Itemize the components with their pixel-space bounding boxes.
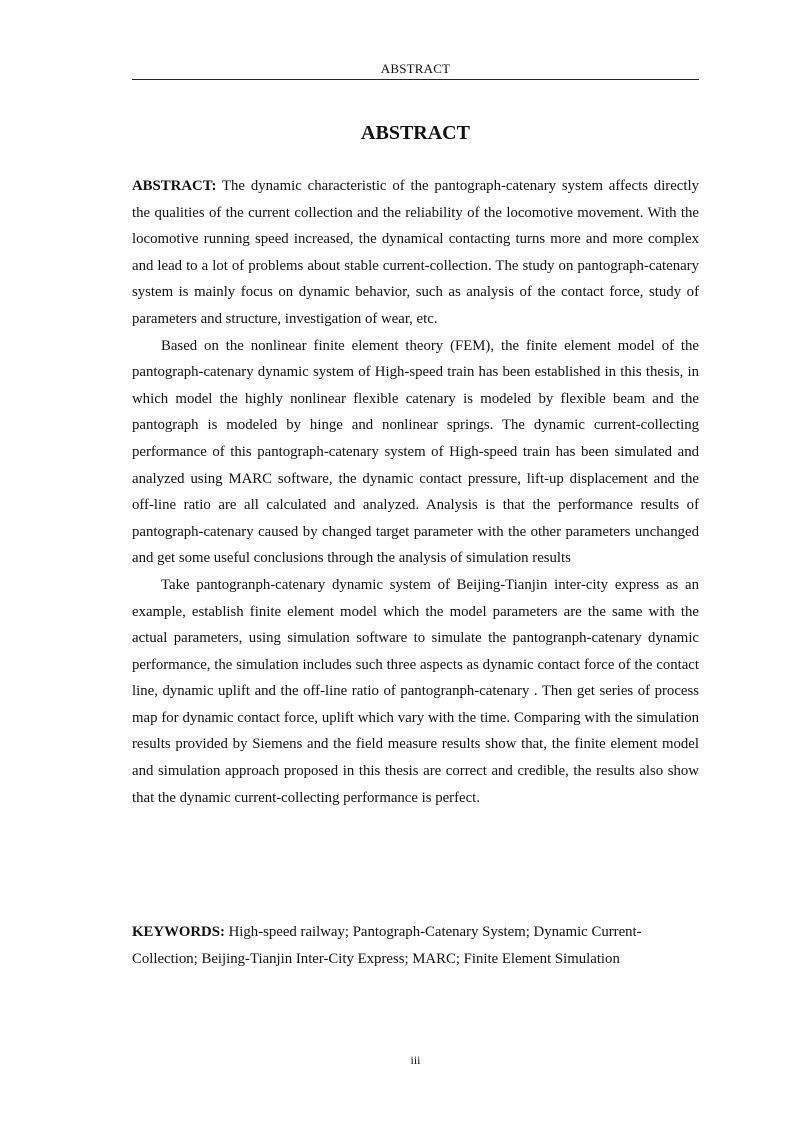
keywords-text: High-speed railway; Pantograph-Catenary System; Dynamic Current-Collection; Beijing-Tianjin Inter-City Express; MARC; Finite Element Simulation — [132, 924, 642, 967]
header-rule — [132, 79, 699, 80]
abstract-paragraph-2: Based on the nonlinear finite element theory (FEM), the finite element model of the pantograph-catenary dynamic system of High-speed train has been established in this thesis, in which model the highly nonlinear flexible catenary is modeled by flexible beam and the pantograph is modeled by hinge and nonlinear springs. The dynamic current-collecting performance of this pantograph-catenary system of High-speed train has been simulated and analyzed using MARC software, the dynamic contact pressure, lift-up displacement and the off-line ratio are all calculated and analyzed. Analysis is that the performance results of pantograph-catenary caused by changed target parameter with the other parameters unchanged and get some useful conclusions through the analysis of simulation results — [132, 337, 699, 567]
keywords-label: KEYWORDS: — [132, 924, 225, 940]
page-number: iii — [410, 1053, 421, 1067]
page-title: ABSTRACT — [361, 122, 470, 144]
abstract-paragraph-1 — [132, 173, 699, 333]
abstract-lead-label: ABSTRACT: — [132, 178, 217, 194]
keywords-section — [132, 919, 699, 972]
abstract-paragraph-1-text: The dynamic characteristic of the pantograph-catenary system affects directly the qualities of the current collection and the reliability of the locomotive movement. With the locomotive running speed increased, the dynamical contacting turns more and more complex and lead to a lot of problems about stable current-collection. The study on pantograph-catenary system is mainly focus on dynamic behavior, such as analysis of the contact force, study of parameters and structure, investigation of wear, etc. — [132, 178, 699, 327]
abstract-body — [132, 173, 699, 811]
running-header: ABSTRACT — [380, 61, 451, 76]
abstract-paragraph-3: Take pantogranph-catenary dynamic system of Beijing-Tianjin inter-city express as an example, establish finite element model which the model parameters are the same with the actual parameters, using simulation software to simulate the pantogranph-catenary dynamic performance, the simulation includes such three aspects as dynamic contact force of the contact line, dynamic uplift and the off-line ratio of pantogranph-catenary . Then get series of process map for dynamic contact force, uplift which vary with the time. Comparing with the simulation results provided by Siemens and the field measure results show that, the finite element model and simulation approach proposed in this thesis are correct and credible, the results also show that the dynamic current-collecting performance is perfect. — [132, 576, 699, 806]
